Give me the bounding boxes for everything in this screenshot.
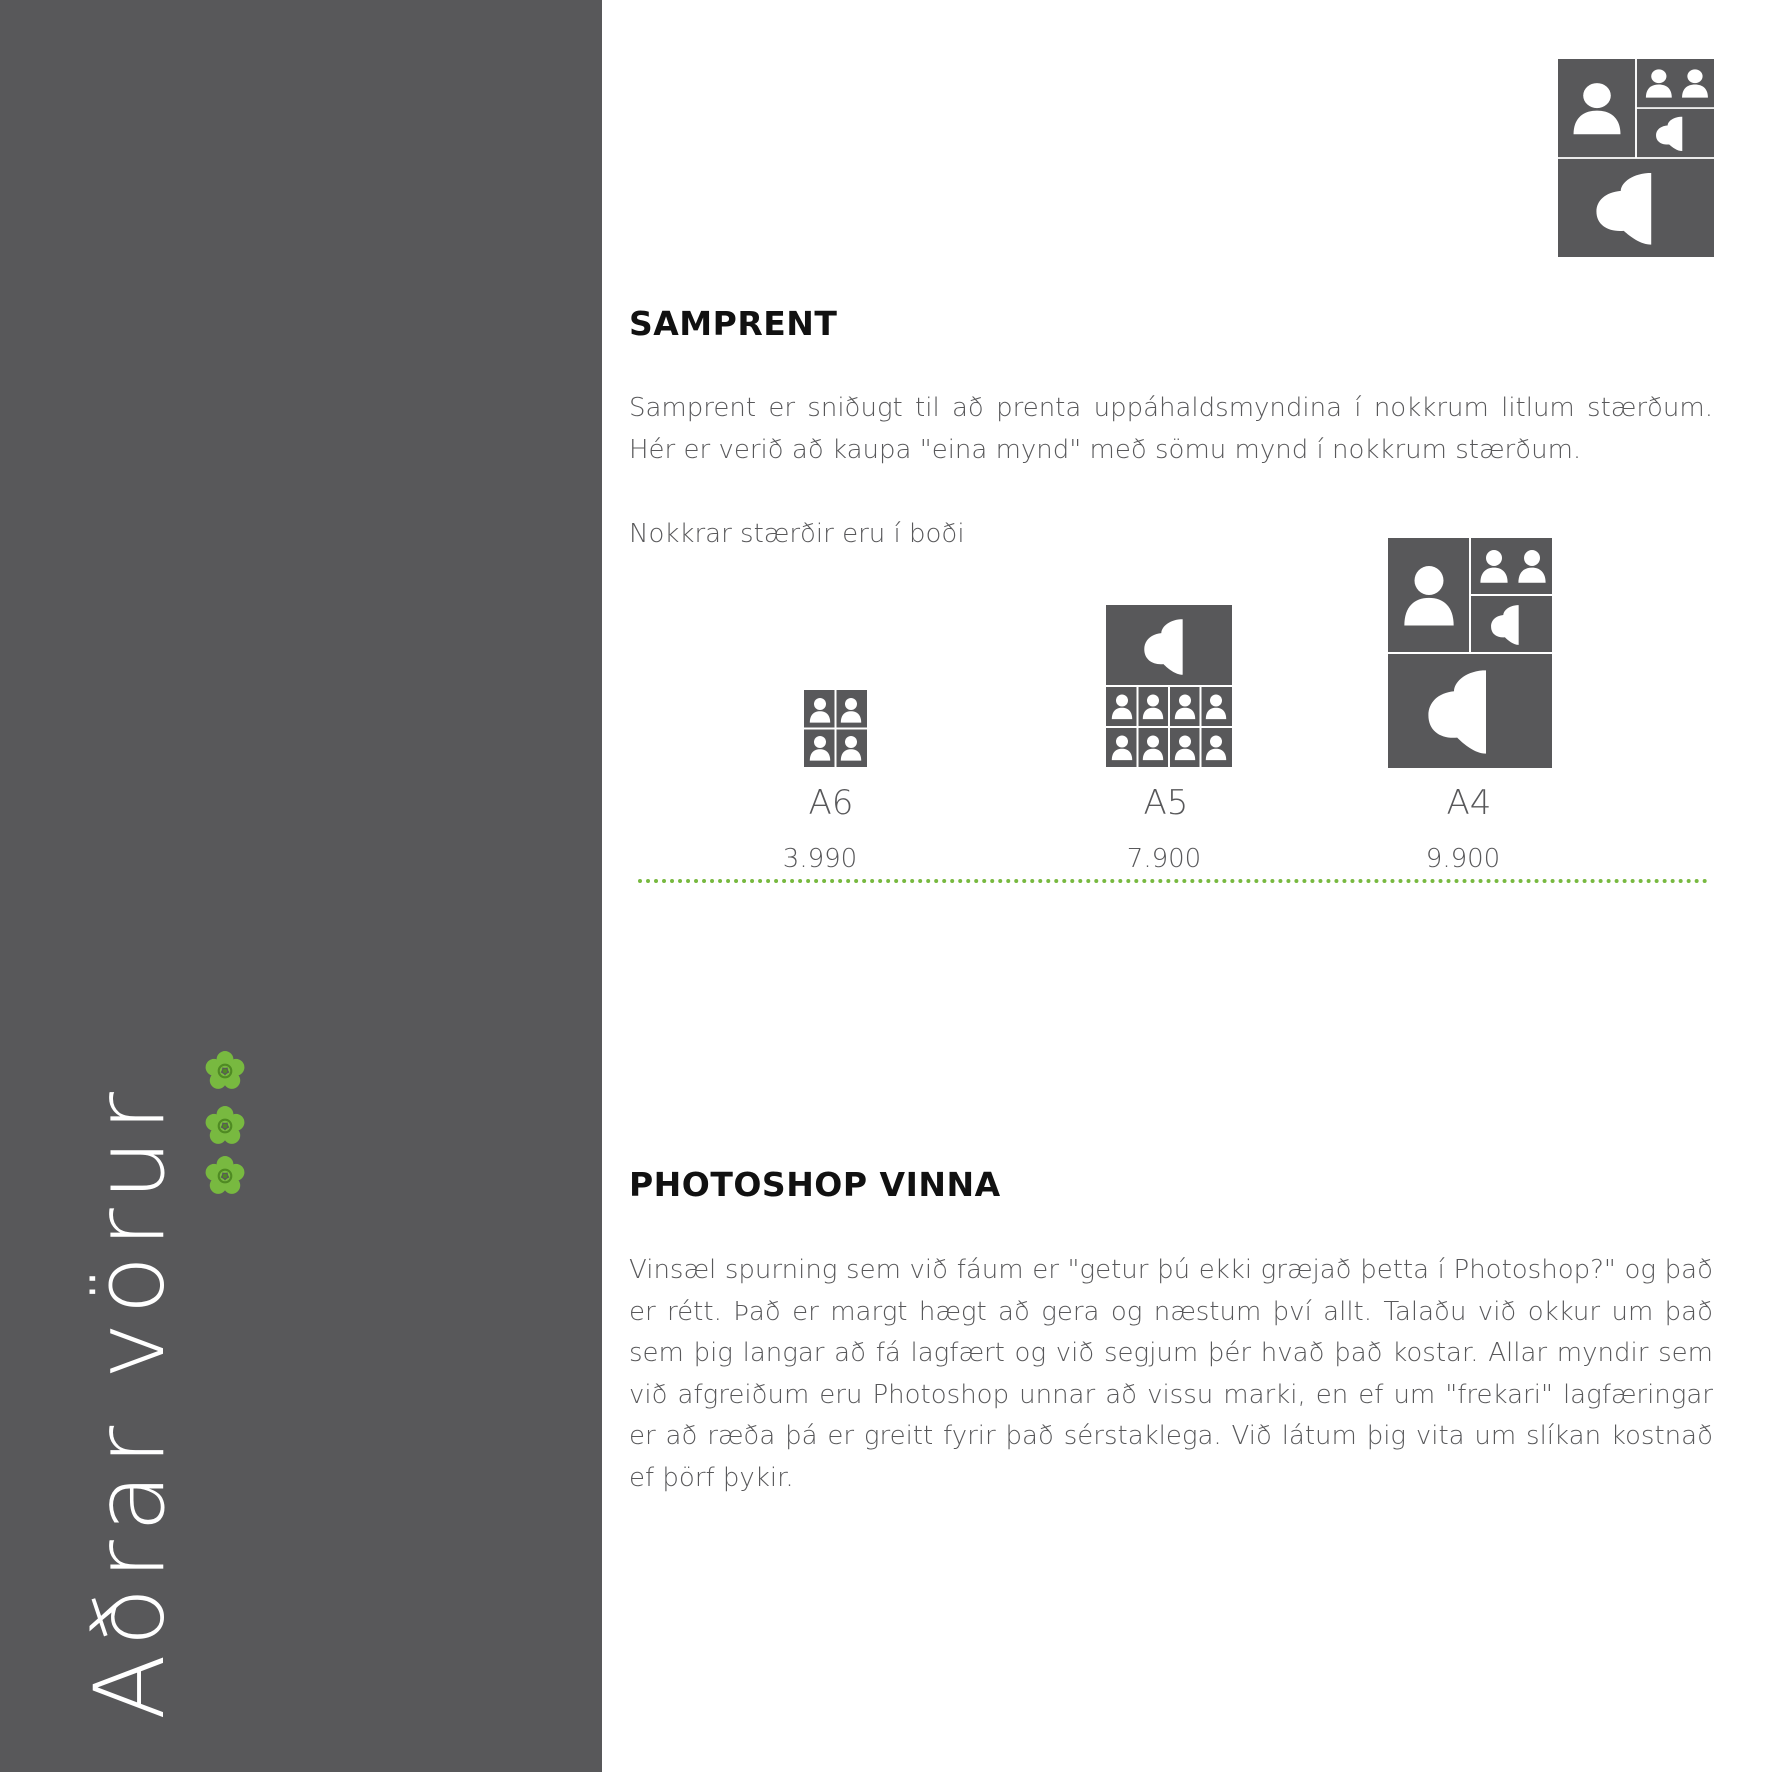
photo-collage-icon [1558,59,1714,257]
sidebar-title: Aðrar vörur [74,1083,186,1720]
sidebar [0,0,602,1772]
flower-icon [204,1105,246,1147]
dotted-divider [638,879,1708,883]
size-label-a5: A5 [1143,783,1189,823]
flower-decoration [204,1050,246,1200]
samprent-description: Samprent er sniðugt til að prenta uppáhaldsmyndina í nokkrum litlum stærðum. Hér er verið að kaupa "eina mynd" með sömu mynd í nokkrum stærðum. [629,393,1713,465]
size-label-a6: A6 [808,783,854,823]
photoshop-heading: PHOTOSHOP VINNA [629,1165,1001,1204]
price-a4: 9.900 [1425,844,1501,874]
portrait-grid-icon [1106,605,1232,767]
price-a6: 3.990 [782,844,858,874]
flower-icon [204,1155,246,1197]
size-label-a4: A4 [1446,783,1492,823]
collage-icon [1388,538,1552,768]
photoshop-description: Vinsæl spurning sem við fáum er "getur þú ekki græjað þetta í Photoshop?" og það er rétt. Það er margt hægt að gera og næstum því allt. Talaðu við okkur um það sem þig langar að fá lagfært og við segjum þér hvað það kostar. Allar myndir sem við afgreiðum eru Photoshop unnar að vissu marki, en ef um "frekari" lagfæringar er að ræða þá er greitt fyrir það sérstaklega. Við látum þig vita um slíkan kostnað ef þörf þykir. [629,1255,1713,1493]
price-a5: 7.900 [1126,844,1202,874]
four-portraits-icon [804,690,867,767]
samprent-heading: SAMPRENT [629,304,838,343]
flower-icon [204,1050,246,1092]
sizes-intro: Nokkrar stærðir eru í boði [629,519,965,549]
